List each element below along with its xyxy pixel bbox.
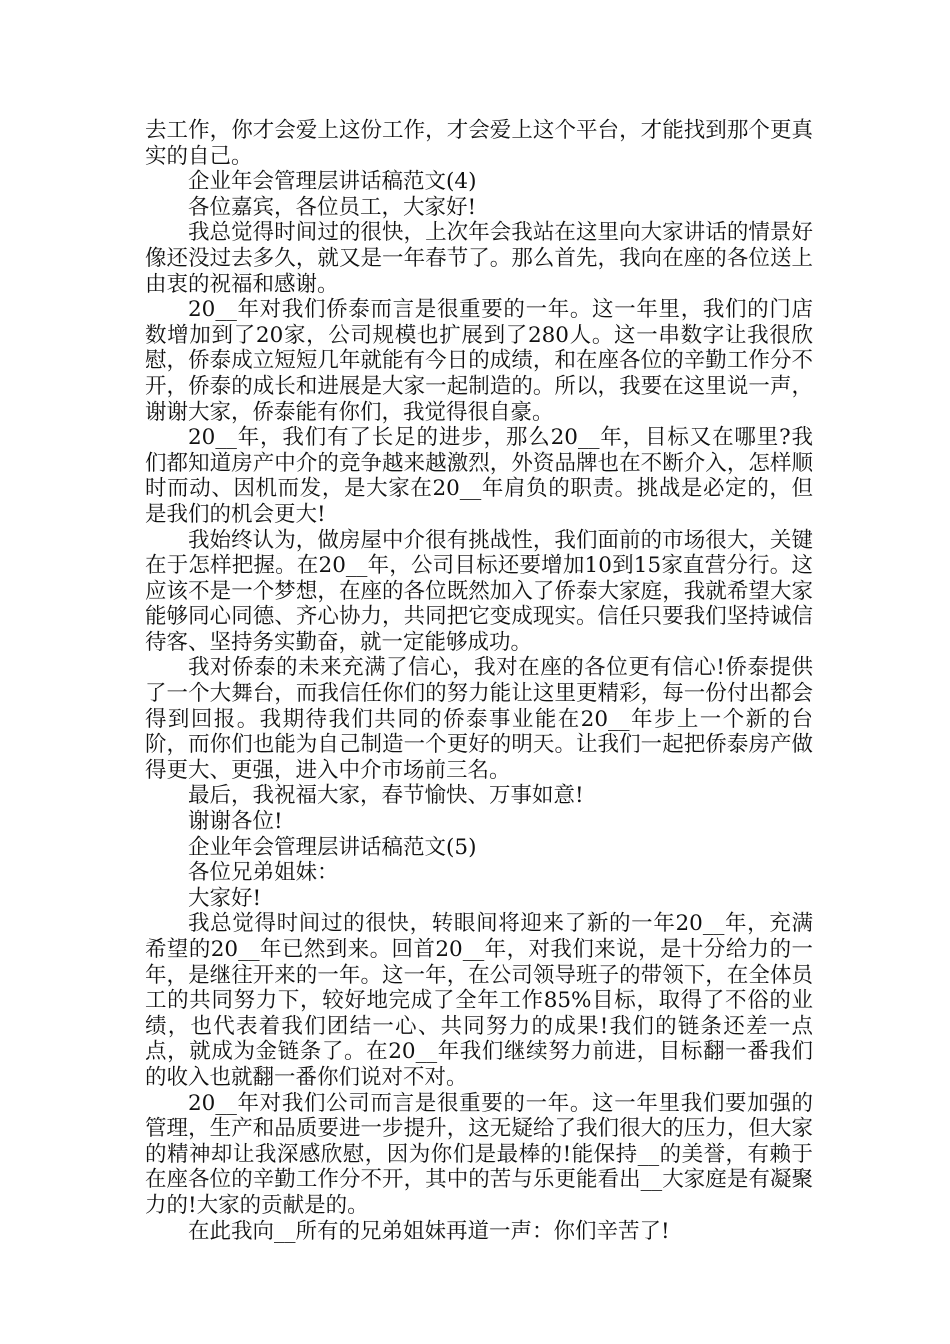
document-body [145, 118, 813, 1244]
paragraph-continuation: 去工作，你才会爱上这份工作，才会爱上这个平台，才能找到那个更真实的自己。 [145, 118, 813, 169]
paragraph: 我对侨泰的未来充满了信心，我对在座的各位更有信心!侨泰提供了一个大舞台，而我信任你们的努力能让这里更精彩，每一份付出都会得到回报。我期待我们共同的侨泰事业能在20__年步上一个新的台阶，而你们也能为自己制造一个更好的明天。让我们一起把侨泰房产做得更大、更强，进入中介市场前三名。 [145, 655, 813, 783]
closing-line: 最后，我祝福大家，春节愉快、万事如意! [188, 783, 584, 809]
greeting: 大家好! [188, 885, 262, 911]
paragraph: 20__年对我们侨泰而言是很重要的一年。这一年里，我们的门店数增加到了20家，公司规模也扩展到了280人。这一串数字让我很欣慰，侨泰成立短短几年就能有今日的成绩，和在座各位的辛勤工作分不开，侨泰的成长和进展是大家一起制造的。所以，我要在这里说一声，谢谢大家，侨泰能有你们，我觉得很自豪。 [145, 297, 813, 425]
paragraph: 我总觉得时间过的很快，上次年会我站在这里向大家讲话的情景好像还没过去多久，就又是一年春节了。那么首先，我向在座的各位送上由衷的祝福和感谢。 [145, 220, 813, 297]
paragraph: 我总觉得时间过的很快，转眼间将迎来了新的一年20__年，充满希望的20__年已然到来。回首20__年，对我们来说，是十分给力的一年，是继往开来的一年。这一年，在公司领导班子的带领下，在全体员工的共同努力下，较好地完成了全年工作85%目标，取得了不俗的业绩，也代表着我们团结一心、共同努力的成果!我们的链条还差一点点，就成为金链条了。在20__年我们继续努力前进，目标翻一番我们的收入也就翻一番你们说对不对。 [145, 911, 813, 1090]
paragraph: 我始终认为，做房屋中介很有挑战性，我们面前的市场很大，关键在于怎样把握。在20__年，公司目标还要增加10到15家直营分行。这应该不是一个梦想，在座的各位既然加入了侨泰大家庭，我就希望大家能够同心同德、齐心协力，共同把它变成现实。信任只要我们坚持诚信待客、坚持务实勤奋，就一定能够成功。 [145, 527, 813, 655]
paragraph: 20__年，我们有了长足的进步，那么20__年，目标又在哪里?我们都知道房产中介的竞争越来越激烈，外资品牌也在不断介入，怎样顺时而动、因机而发，是大家在20__年肩负的职责。挑战是必定的，但是我们的机会更大! [145, 425, 813, 527]
section-heading-5: 企业年会管理层讲话稿范文(5) [188, 834, 477, 860]
paragraph: 在此我向__所有的兄弟姐妹再道一声：你们辛苦了! [188, 1218, 670, 1244]
salutation: 各位嘉宾，各位员工，大家好! [188, 194, 477, 220]
salutation: 各位兄弟姐妹： [188, 860, 339, 886]
section-heading-4: 企业年会管理层讲话稿范文(4) [188, 169, 477, 195]
closing-thanks: 谢谢各位! [188, 809, 283, 835]
paragraph: 20__年对我们公司而言是很重要的一年。这一年里我们要加强的管理，生产和品质要进一步提升，这无疑给了我们很大的压力，但大家的精神却让我深感欣慰，因为你们是最棒的!能保持__的美誉，有赖于在座各位的辛勤工作分不开，其中的苦与乐更能看出__大家庭是有凝聚力的!大家的贡献是的。 [145, 1090, 813, 1218]
